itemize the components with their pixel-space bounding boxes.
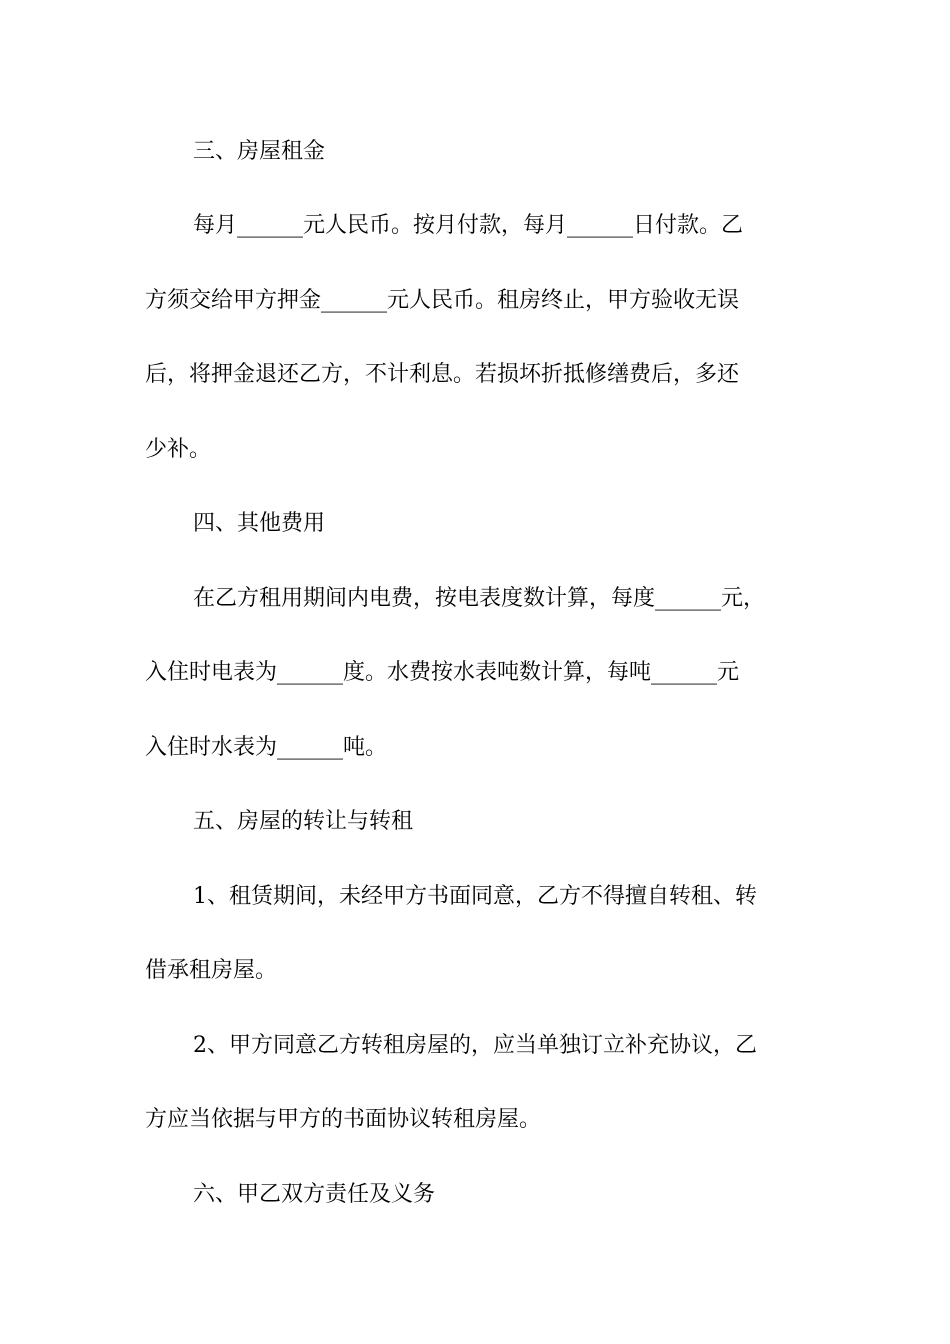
paragraph-line: 入住时水表为______吨。 xyxy=(145,735,388,760)
paragraph-line: 方须交给甲方押金______元人民币。租房终止，甲方验收无误 xyxy=(145,288,740,313)
heading-section-6: 六、甲乙双方责任及义务 xyxy=(193,1182,436,1207)
paragraph-line: 在乙方租用期间内电费，按电表度数计算，每度______元， xyxy=(193,586,766,611)
paragraph-line: 每月______元人民币。按月付款，每月______日付款。乙 xyxy=(193,213,744,238)
paragraph-line: 少补。 xyxy=(145,437,212,462)
heading-section-4: 四、其他费用 xyxy=(193,511,326,536)
paragraph-line: 1、租赁期间，未经甲方书面同意，乙方不得擅自转租、转 xyxy=(193,884,757,909)
paragraph-line: 借承租房屋。 xyxy=(145,958,278,983)
heading-section-5: 五、房屋的转让与转租 xyxy=(193,809,414,834)
heading-section-3: 三、房屋租金 xyxy=(193,139,326,164)
paragraph-line: 方应当依据与甲方的书面协议转租房屋。 xyxy=(145,1107,542,1132)
paragraph-line: 2、甲方同意乙方转租房屋的，应当单独订立补充协议，乙 xyxy=(193,1033,757,1058)
paragraph-line: 入住时电表为______度。水费按水表吨数计算，每吨______元 xyxy=(145,660,740,685)
paragraph-line: 后，将押金退还乙方，不计利息。若损坏折抵修缮费后，多还 xyxy=(145,362,740,387)
